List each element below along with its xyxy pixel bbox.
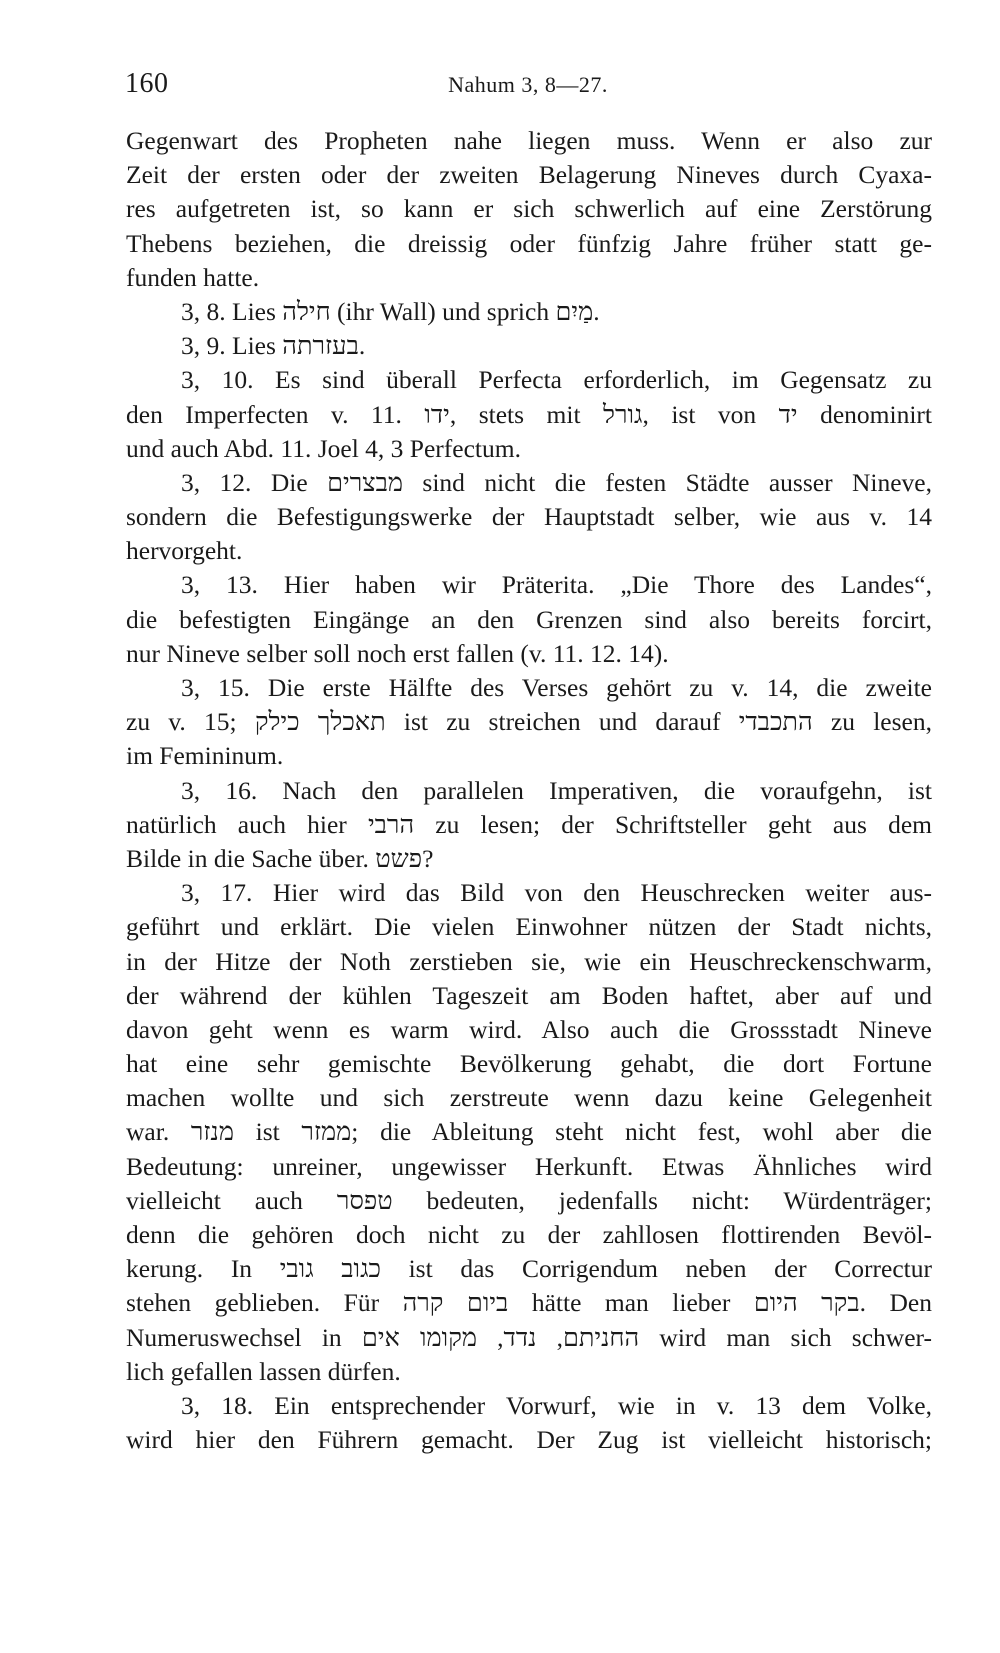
text-line: Bilde in die Sache über. פשט?	[126, 843, 434, 873]
text-line: und auch Abd. 11. Joel 4, 3 Perfectum.	[126, 433, 521, 463]
text-line: sondern die Befestigungswerke der Hauptstadt selber, wie aus v. 14	[126, 502, 932, 532]
text-line: stehen geblieben. Für ביום קרה hätte man lieber בקר היום. Den	[126, 1288, 932, 1318]
text-line: hervorgeht.	[126, 536, 243, 566]
text-line: Thebens beziehen, die dreissig oder fünfzig Jahre früher statt ge-	[126, 228, 932, 258]
text-line: 3, 8. Lies חילה (ihr Wall) und sprich מַיִם.	[181, 296, 600, 326]
text-line: der während der kühlen Tageszeit am Boden haftet, aber auf und	[126, 980, 932, 1010]
running-head: Nahum 3, 8—27.	[448, 72, 608, 97]
body-text	[126, 124, 932, 1457]
text-line: in der Hitze der Noth zerstieben sie, wie ein Heuschreckenschwarm,	[126, 946, 932, 976]
text-line: den Imperfecten v. 11. ידו, stets mit גורל, ist von יד denominirt	[126, 399, 933, 429]
text-line: funden hatte.	[126, 262, 260, 292]
text-line: Numeruswechsel in החניתם, נדד, מקומו אים wird man sich schwer-	[126, 1322, 933, 1352]
text-line: 3, 10. Es sind überall Perfecta erforderlich, im Gegensatz zu	[181, 365, 932, 395]
page-number: 160	[125, 68, 169, 99]
text-line: war. מנזר ist ממזר; die Ableitung steht nicht fest, wohl aber die	[126, 1117, 932, 1147]
text-line: natürlich auch hier הרבי zu lesen; der Schriftsteller geht aus dem	[126, 809, 932, 839]
text-line: 3, 13. Hier haben wir Präterita. „Die Thore des Landes“,	[181, 570, 932, 600]
text-line: zu v. 15; תאכלך כילק ist zu streichen und darauf התכבדי zu lesen,	[126, 707, 932, 737]
text-line: wird hier den Führern gemacht. Der Zug ist vielleicht historisch;	[126, 1425, 932, 1455]
text-line: Zeit der ersten oder der zweiten Belagerung Nineves durch Cyaxa-	[126, 160, 932, 190]
text-line: lich gefallen lassen dürfen.	[126, 1356, 401, 1386]
page-header	[125, 68, 931, 108]
text-line: machen wollte und sich zerstreute wenn dazu keine Gelegenheit	[126, 1083, 932, 1113]
text-line: davon geht wenn es warm wird. Also auch die Grossstadt Nineve	[126, 1014, 932, 1044]
text-line: 3, 17. Hier wird das Bild von den Heuschrecken weiter aus-	[181, 878, 932, 908]
text-line: denn die gehören doch nicht zu der zahllosen flottirenden Bevöl-	[126, 1220, 932, 1249]
text-line: die befestigten Eingänge an den Grenzen sind also bereits forcirt,	[126, 604, 932, 634]
text-line: 3, 16. Nach den parallelen Imperativen, die voraufgehn, ist	[181, 775, 932, 805]
text-line: 3, 15. Die erste Hälfte des Verses gehört zu v. 14, die zweite	[181, 673, 932, 702]
text-line: Gegenwart des Propheten nahe liegen muss. Wenn er also zur	[126, 126, 932, 155]
text-line: res aufgetreten ist, so kann er sich schwerlich auf eine Zerstörung	[126, 194, 932, 224]
text-line: kerung. In כגוב גובי ist das Corrigendum neben der Correctur	[126, 1254, 932, 1284]
text-line: 3, 12. Die מבצרים sind nicht die festen Städte ausser Nineve,	[181, 467, 932, 497]
text-line: nur Nineve selber soll noch erst fallen (v. 11. 12. 14).	[126, 638, 669, 668]
text-line: Bedeutung: unreiner, ungewisser Herkunft. Etwas Ähnliches wird	[126, 1151, 932, 1181]
text-line: 3, 9. Lies בעזרתה.	[181, 331, 366, 361]
text-line: 3, 18. Ein entsprechender Vorwurf, wie in v. 13 dem Volke,	[181, 1390, 932, 1420]
text-line: hat eine sehr gemischte Bevölkerung gehabt, die dort Fortune	[126, 1049, 932, 1079]
text-line: vielleicht auch טפסר bedeuten, jedenfalls nicht: Würdenträger;	[126, 1185, 932, 1215]
text-line: im Femininum.	[126, 741, 284, 771]
text-line: geführt und erklärt. Die vielen Einwohner nützen der Stadt nichts,	[126, 912, 932, 942]
